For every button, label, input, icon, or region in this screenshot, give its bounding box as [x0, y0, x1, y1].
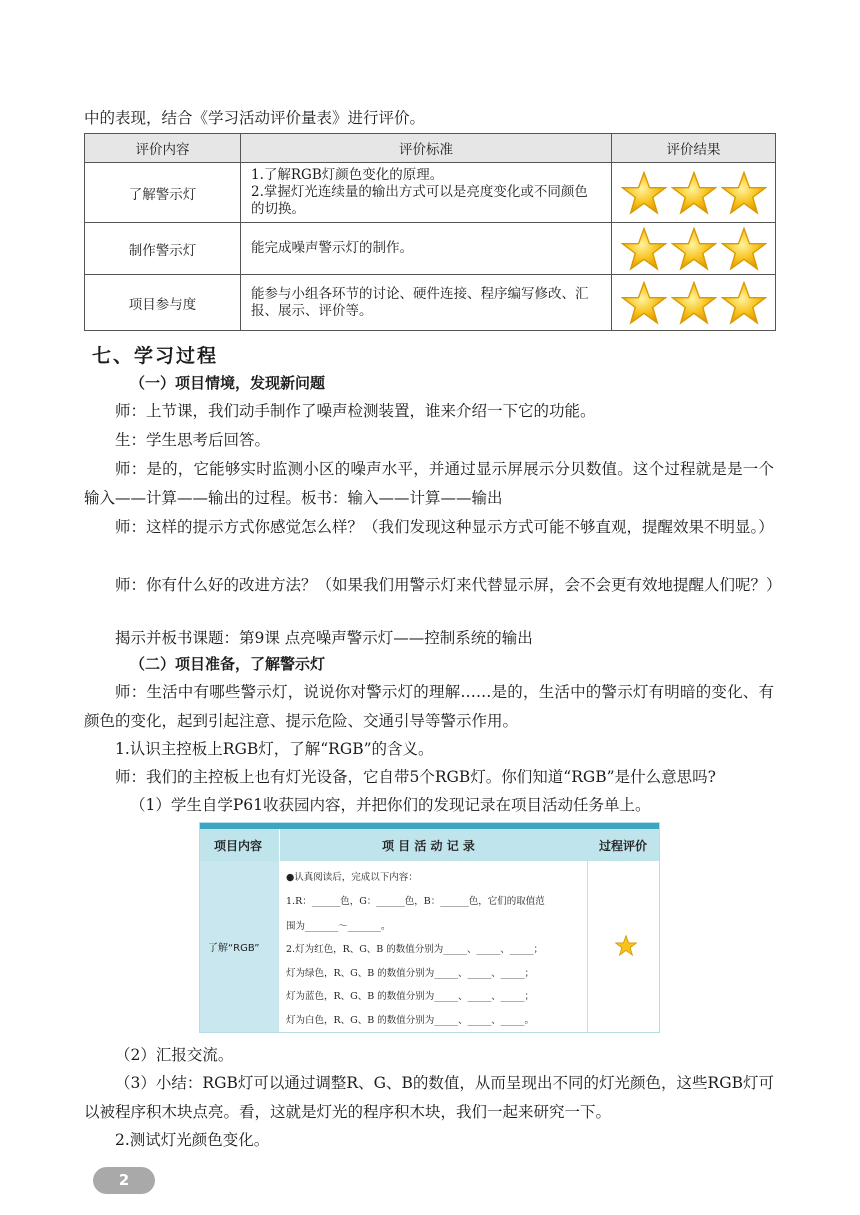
star-icon [615, 935, 637, 956]
paragraph: 师：生活中有哪些警示灯，说说你对警示灯的理解……是的，生活中的警示灯有明暗的变化、有颜色的变化，起到引起注意、提示危险、交通引导等警示作用。 [84, 683, 774, 730]
star-icon [671, 281, 717, 325]
paragraph: 师：这样的提示方式你感觉怎么样？（我们发现这种显示方式可能不够直观，提醒效果不明显。） [115, 518, 774, 536]
row-content: 了解警示灯 [85, 163, 241, 223]
intro-line: 中的表现，结合《学习活动评价量表》进行评价。 [84, 109, 426, 127]
header-content: 评价内容 [85, 134, 241, 163]
star-icon [621, 227, 667, 271]
paragraph: （3）小结：RGB灯可以通过调整R、G、B的数值，从而呈现出不同的灯光颜色，这些RGB灯可以被程序积木块点亮。看，这就是灯光的程序积木块，我们一起来研究一下。 [84, 1074, 774, 1121]
divider [587, 829, 588, 1032]
row-criteria [241, 223, 612, 275]
paragraph: （2）汇报交流。 [115, 1046, 234, 1064]
divider [279, 829, 280, 1032]
record-line: 灯为白色，R、G、B 的数值分别为_____、_____、_____。 [286, 1015, 534, 1026]
criteria-line: 2.掌握灯光连续量的输出方式可以是亮度变化或不同颜色的切换。 [251, 184, 588, 217]
criteria-line: 能完成噪声警示灯的制作。 [251, 240, 413, 256]
record-row-label: 了解“RGB” [208, 943, 260, 954]
record-header-record: 项 目 活 动 记 录 [382, 839, 475, 853]
table-row [85, 163, 776, 223]
record-header [200, 829, 659, 861]
record-line: 围为_______～_______。 [286, 921, 391, 932]
star-rating [613, 227, 774, 271]
table-row [85, 223, 776, 275]
subsection-title-1: （一）项目情境，发现新问题 [130, 374, 326, 392]
activity-record-table [199, 822, 660, 1033]
record-line: 2.灯为红色，R、G、B 的数值分别为_____、_____、_____； [286, 944, 544, 955]
paragraph: 2.测试灯光颜色变化。 [115, 1131, 270, 1149]
paragraph: 师：上节课，我们动手制作了噪声检测装置，谁来介绍一下它的功能。 [115, 402, 596, 420]
record-line: 灯为绿色，R、G、B 的数值分别为_____、_____、_____； [286, 968, 534, 979]
star-icon [721, 281, 767, 325]
table-row [85, 275, 776, 331]
paragraph: 师：是的，它能够实时监测小区的噪声水平，并通过显示屏展示分贝数值。这个过程就是是一个输入——计算——输出的过程。板书：输入——计算——输出 [84, 460, 774, 507]
row-result [612, 163, 776, 223]
record-line: 1.R：______色，G：______色，B：______色，它们的取值范 [286, 896, 545, 907]
paragraph: 师：你有什么好的改进方法？（如果我们用警示灯来代替显示屏，会不会更有效地提醒人们呢？） [115, 576, 782, 594]
header-criteria: 评价标准 [241, 134, 612, 163]
row-result [612, 275, 776, 331]
star-rating [613, 281, 774, 325]
star-icon [721, 227, 767, 271]
paragraph: （1）学生自学P61收获园内容，并把你们的发现记录在项目活动任务单上。 [130, 796, 651, 814]
criteria-line: 1.了解RGB灯颜色变化的原理。 [251, 167, 444, 183]
evaluation-table [84, 133, 776, 331]
record-header-content: 项目内容 [214, 839, 263, 853]
paragraph: 1.认识主控板上RGB灯，了解“RGB”的含义。 [115, 740, 434, 758]
paragraph: 生：学生思考后回答。 [115, 431, 271, 449]
record-line: 灯为蓝色，R、G、B 的数值分别为_____、_____、_____； [286, 991, 534, 1002]
criteria-line: 能参与小组各环节的讨论、硬件连接、程序编写修改、汇报、展示、评价等。 [251, 285, 589, 319]
star-icon [621, 281, 667, 325]
star-icon [721, 171, 767, 215]
paragraph: 揭示并板书课题：第9课 点亮噪声警示灯——控制系统的输出 [115, 629, 533, 647]
paragraph: 师：我们的主控板上也有灯光设备，它自带5个RGB灯。你们知道“RGB”是什么意思吗? [115, 768, 716, 786]
table-header-row [85, 134, 776, 163]
star-rating [613, 171, 774, 215]
star-icon [671, 171, 717, 215]
row-criteria [241, 275, 612, 331]
row-content: 制作警示灯 [85, 223, 241, 275]
star-icon [621, 171, 667, 215]
record-line: ●认真阅读后，完成以下内容： [286, 872, 418, 883]
record-header-eval: 过程评价 [599, 839, 648, 853]
row-result [612, 223, 776, 275]
row-criteria [241, 163, 612, 223]
subsection-title-2: （二）项目准备，了解警示灯 [130, 655, 326, 673]
star-icon [671, 227, 717, 271]
section-title: 七、学习过程 [92, 345, 219, 367]
row-content: 项目参与度 [85, 275, 241, 331]
header-result: 评价结果 [612, 134, 776, 163]
page-number: 2 [93, 1167, 155, 1194]
